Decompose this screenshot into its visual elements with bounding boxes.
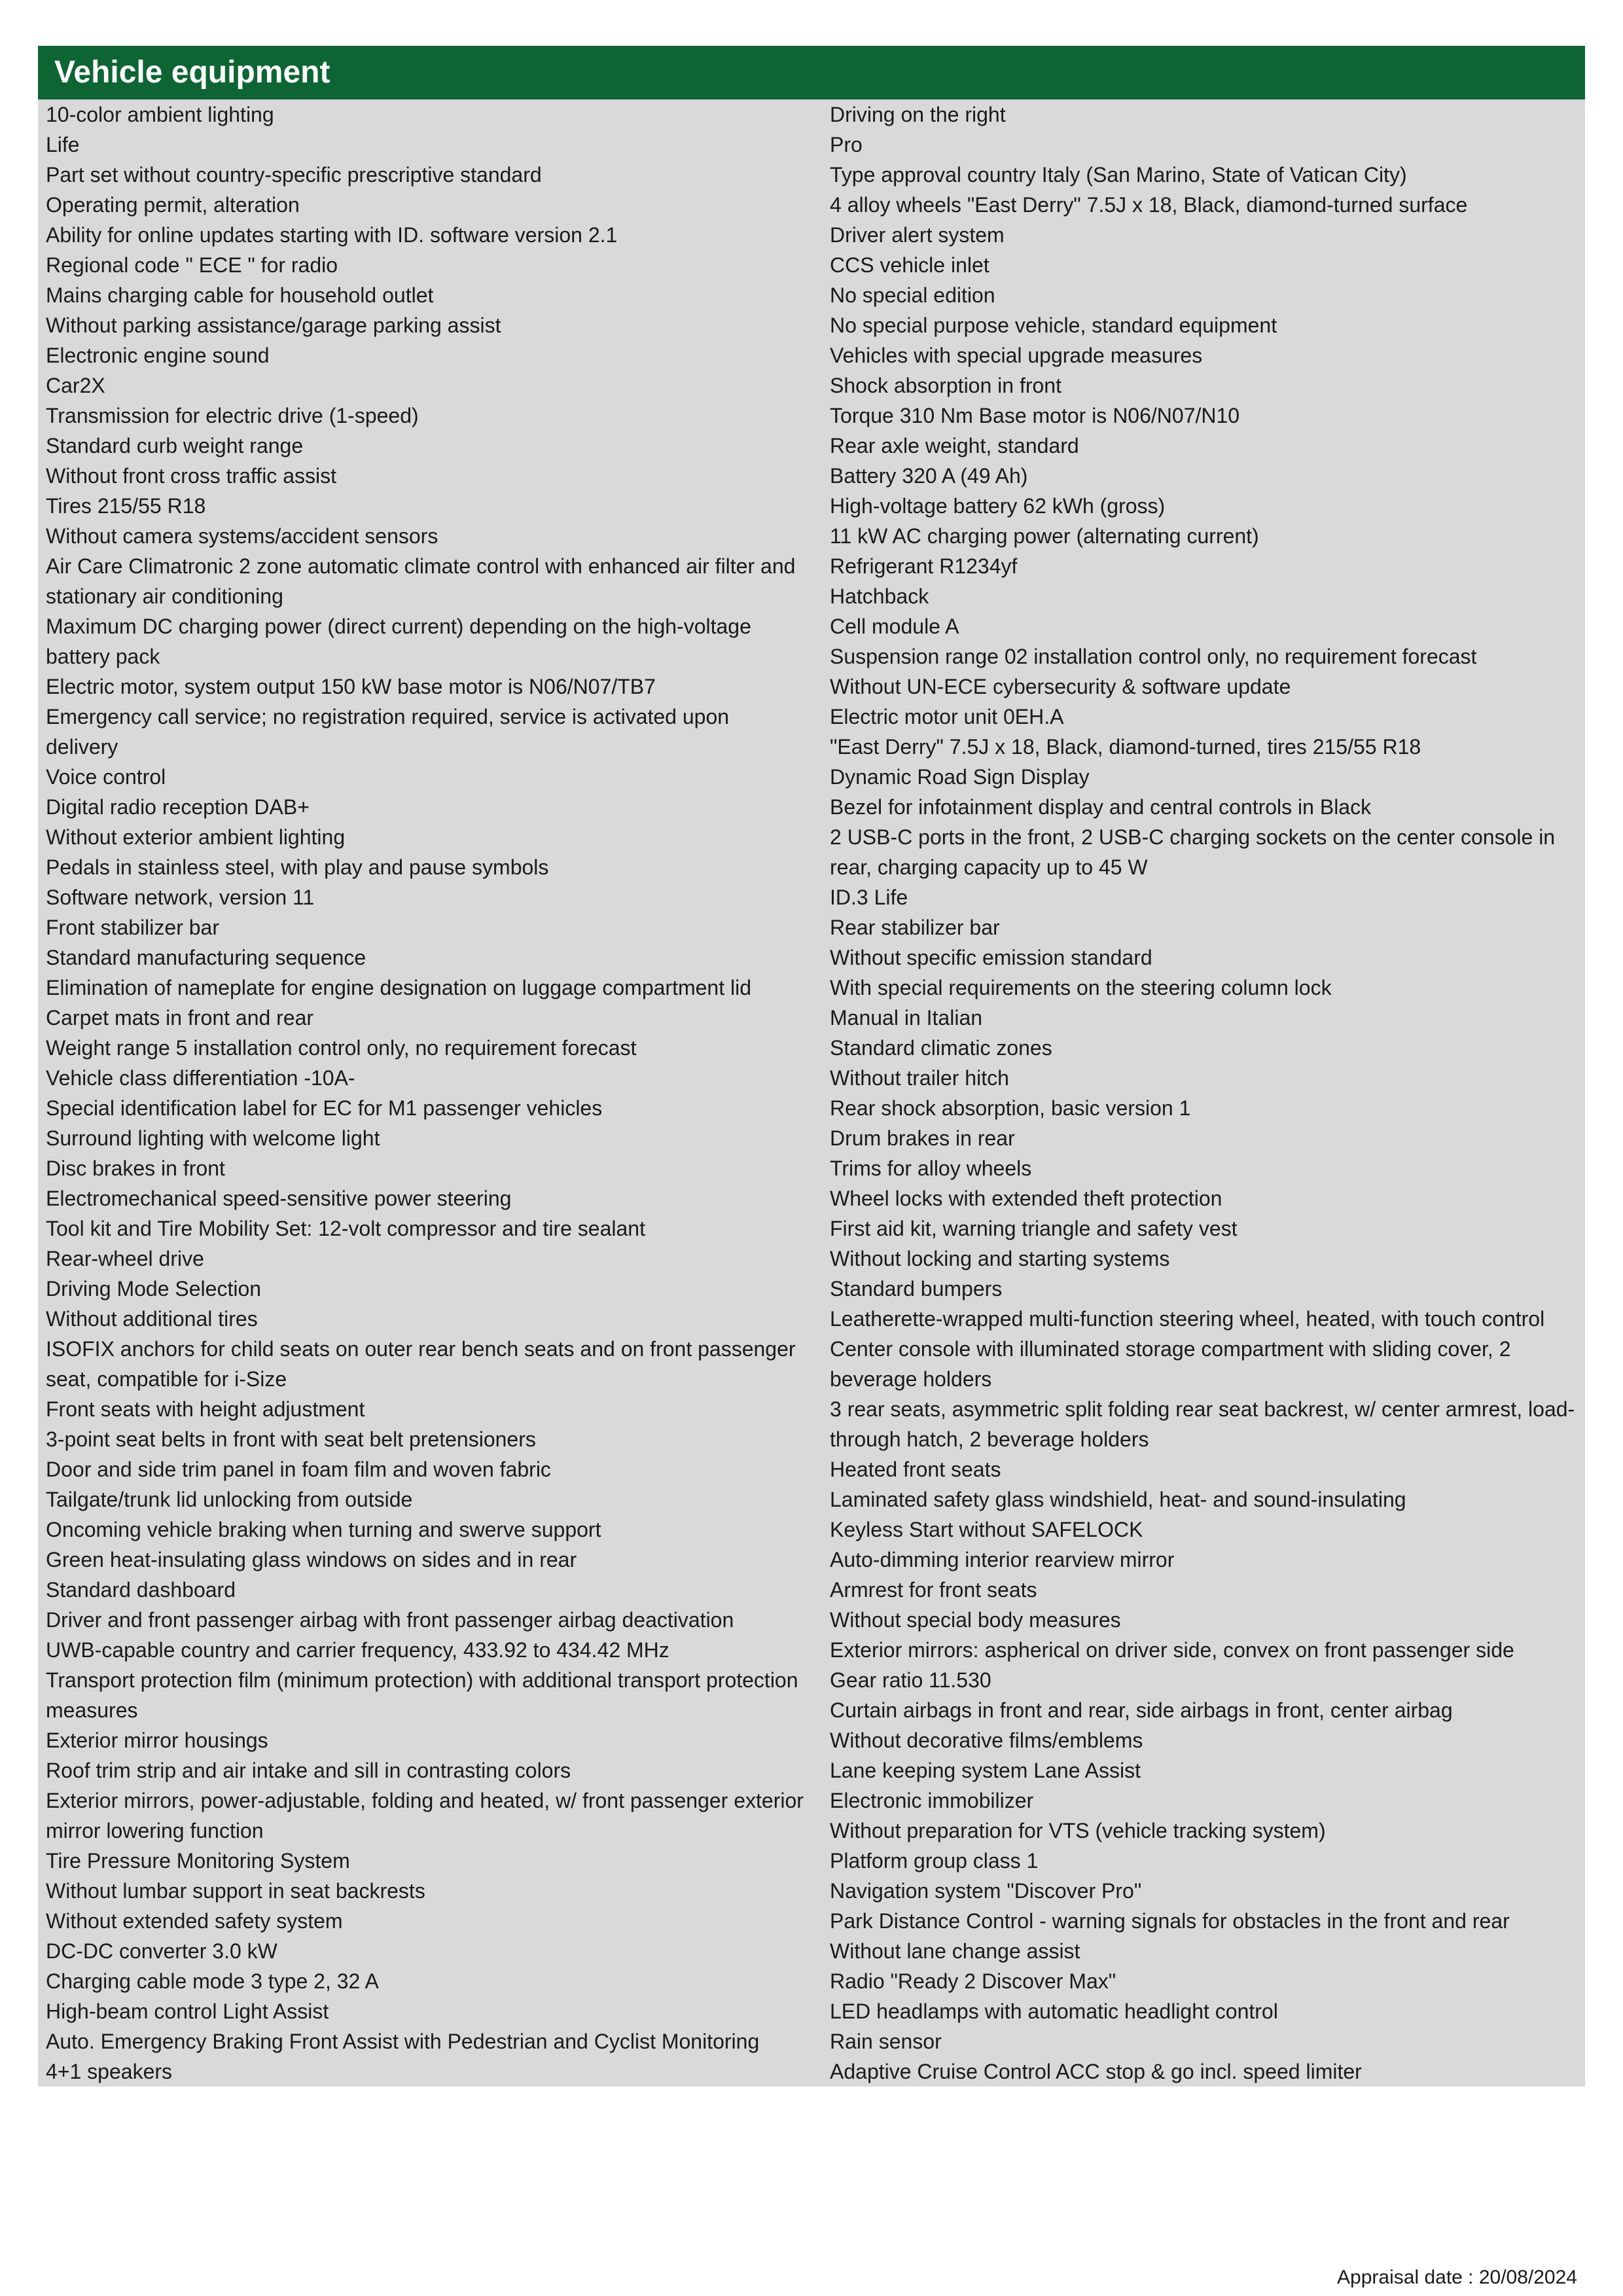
equipment-item: 4+1 speakers — [46, 2060, 173, 2083]
equipment-item: Keyless Start without SAFELOCK — [830, 1518, 1143, 1541]
equipment-item: Vehicles with special upgrade measures — [830, 344, 1203, 367]
equipment-item: Without exterior ambient lighting — [46, 825, 346, 849]
equipment-item: Without preparation for VTS (vehicle tracking system) — [830, 1819, 1326, 1842]
equipment-item: Without specific emission standard — [830, 946, 1152, 969]
equipment-item: Without lane change assist — [830, 1939, 1080, 1963]
equipment-item: Without decorative films/emblems — [830, 1729, 1143, 1752]
equipment-item: Without additional tires — [46, 1307, 258, 1331]
equipment-item: Standard bumpers — [830, 1277, 1003, 1300]
equipment-item: Driver and front passenger airbag with front passenger airbag deactivation — [46, 1608, 734, 1632]
equipment-item: Mains charging cable for household outlet — [46, 283, 434, 307]
equipment-item: Cell module A — [830, 615, 959, 638]
equipment-item: Rear stabilizer bar — [830, 916, 1000, 939]
equipment-item: Standard climatic zones — [830, 1036, 1052, 1060]
equipment-item: Trims for alloy wheels — [830, 1157, 1032, 1180]
equipment-item: Auto-dimming interior rearview mirror — [830, 1548, 1175, 1571]
equipment-item: Drum brakes in rear — [830, 1126, 1015, 1150]
equipment-item: Oncoming vehicle braking when turning and swerve support — [46, 1518, 601, 1541]
equipment-item: Refrigerant R1234yf — [830, 554, 1018, 578]
equipment-item: Adaptive Cruise Control ACC stop & go incl. speed limiter — [830, 2060, 1362, 2083]
equipment-item: Without front cross traffic assist — [46, 464, 336, 488]
equipment-column-right — [811, 99, 1576, 2087]
equipment-item: Suspension range 02 installation control only, no requirement forecast — [830, 645, 1477, 668]
equipment-item: Without locking and starting systems — [830, 1247, 1170, 1270]
equipment-item: Rear shock absorption, basic version 1 — [830, 1096, 1191, 1120]
section-title: Vehicle equipment — [54, 55, 330, 90]
equipment-item: Elimination of nameplate for engine designation on luggage compartment lid — [46, 976, 752, 999]
equipment-item: ISOFIX anchors for child seats on outer rear bench seats and on front passenger seat, compatible for i-Size — [46, 1337, 796, 1391]
equipment-item: Without trailer hitch — [830, 1066, 1009, 1090]
equipment-item: Driving on the right — [830, 103, 1006, 126]
equipment-item: Special identification label for EC for M1 passenger vehicles — [46, 1096, 603, 1120]
equipment-item: Carpet mats in front and rear — [46, 1006, 314, 1030]
equipment-item: Disc brakes in front — [46, 1157, 225, 1180]
equipment-item: Electromechanical speed-sensitive power steering — [46, 1187, 512, 1210]
equipment-item: Electric motor, system output 150 kW base motor is N06/N07/TB7 — [46, 675, 656, 698]
equipment-item: Driving Mode Selection — [46, 1277, 262, 1300]
equipment-item: Shock absorption in front — [830, 374, 1061, 397]
equipment-item: Without UN-ECE cybersecurity & software update — [830, 675, 1291, 698]
section-header — [38, 46, 1585, 99]
equipment-item: No special purpose vehicle, standard equipment — [830, 314, 1277, 337]
equipment-item: No special edition — [830, 283, 995, 307]
equipment-item: Tailgate/trunk lid unlocking from outside — [46, 1488, 413, 1511]
vehicle-equipment-section — [38, 46, 1585, 2087]
equipment-item: Armrest for front seats — [830, 1578, 1037, 1602]
equipment-item: Dynamic Road Sign Display — [830, 765, 1090, 789]
equipment-table — [38, 99, 1585, 2087]
equipment-item: First aid kit, warning triangle and safety vest — [830, 1217, 1238, 1240]
equipment-item: Curtain airbags in front and rear, side airbags in front, center airbag — [830, 1698, 1453, 1722]
equipment-item: Lane keeping system Lane Assist — [830, 1759, 1141, 1782]
equipment-column-left — [46, 99, 811, 2087]
equipment-item: Rear-wheel drive — [46, 1247, 204, 1270]
equipment-item: 10-color ambient lighting — [46, 103, 274, 126]
equipment-item: Driver alert system — [830, 223, 1005, 247]
equipment-item: Operating permit, alteration — [46, 193, 300, 217]
equipment-item: Weight range 5 installation control only, no requirement forecast — [46, 1036, 637, 1060]
equipment-item: 3-point seat belts in front with seat belt pretensioners — [46, 1427, 536, 1451]
equipment-item: 4 alloy wheels "East Derry" 7.5J x 18, Black, diamond-turned surface — [830, 193, 1468, 217]
equipment-item: Hatchback — [830, 584, 929, 608]
equipment-item: Auto. Emergency Braking Front Assist with Pedestrian and Cyclist Monitoring — [46, 2030, 760, 2053]
equipment-item: Rain sensor — [830, 2030, 942, 2053]
equipment-item: Standard manufacturing sequence — [46, 946, 366, 969]
equipment-item: LED headlamps with automatic headlight control — [830, 2000, 1278, 2023]
equipment-item: Rear axle weight, standard — [830, 434, 1079, 457]
equipment-item: Electric motor unit 0EH.A — [830, 705, 1064, 728]
equipment-item: CCS vehicle inlet — [830, 253, 990, 277]
equipment-item: Voice control — [46, 765, 166, 789]
equipment-item: With special requirements on the steering column lock — [830, 976, 1332, 999]
equipment-item: Air Care Climatronic 2 zone automatic climate control with enhanced air filter and stationary air conditioning — [46, 554, 796, 608]
appraisal-date: Appraisal date : 20/08/2024 — [1337, 2267, 1577, 2288]
equipment-item: Exterior mirror housings — [46, 1729, 268, 1752]
equipment-item: Without camera systems/accident sensors — [46, 524, 438, 548]
equipment-item: Tire Pressure Monitoring System — [46, 1849, 350, 1873]
equipment-item: Regional code " ECE " for radio — [46, 253, 338, 277]
equipment-item: Exterior mirrors, power-adjustable, folding and heated, w/ front passenger exterior mirror lowering function — [46, 1789, 804, 1842]
equipment-item: Transmission for electric drive (1-speed) — [46, 404, 419, 427]
equipment-item: Car2X — [46, 374, 105, 397]
equipment-item: UWB-capable country and carrier frequency, 433.92 to 434.42 MHz — [46, 1638, 669, 1662]
equipment-item: Type approval country Italy (San Marino, State of Vatican City) — [830, 163, 1407, 187]
equipment-item: High-beam control Light Assist — [46, 2000, 329, 2023]
equipment-item: DC-DC converter 3.0 kW — [46, 1939, 277, 1963]
equipment-item: Laminated safety glass windshield, heat- and sound-insulating — [830, 1488, 1406, 1511]
equipment-item: Ability for online updates starting with ID. software version 2.1 — [46, 223, 618, 247]
equipment-item: Tires 215/55 R18 — [46, 494, 206, 518]
equipment-item: Leatherette-wrapped multi-function steering wheel, heated, with touch control — [830, 1307, 1545, 1331]
equipment-item: Pro — [830, 133, 863, 156]
equipment-item: Battery 320 A (49 Ah) — [830, 464, 1028, 488]
equipment-item: Gear ratio 11.530 — [830, 1668, 991, 1692]
equipment-item: Center console with illuminated storage compartment with sliding cover, 2 beverage holders — [830, 1337, 1511, 1391]
equipment-item: 3 rear seats, asymmetric split folding rear seat backrest, w/ center armrest, load-through hatch, 2 beverage holders — [830, 1397, 1575, 1451]
equipment-item: Tool kit and Tire Mobility Set: 12-volt compressor and tire sealant — [46, 1217, 645, 1240]
equipment-item: Electronic engine sound — [46, 344, 270, 367]
equipment-item: Pedals in stainless steel, with play and pause symbols — [46, 855, 549, 879]
equipment-item: Charging cable mode 3 type 2, 32 A — [46, 1969, 379, 1993]
equipment-item: Park Distance Control - warning signals for obstacles in the front and rear — [830, 1909, 1510, 1933]
equipment-item: Heated front seats — [830, 1458, 1001, 1481]
equipment-item: Exterior mirrors: aspherical on driver side, convex on front passenger side — [830, 1638, 1514, 1662]
equipment-item: Navigation system "Discover Pro" — [830, 1879, 1142, 1903]
equipment-item: "East Derry" 7.5J x 18, Black, diamond-turned, tires 215/55 R18 — [830, 735, 1421, 759]
equipment-item: Manual in Italian — [830, 1006, 983, 1030]
equipment-item: Torque 310 Nm Base motor is N06/N07/N10 — [830, 404, 1240, 427]
equipment-item: Standard dashboard — [46, 1578, 236, 1602]
equipment-item: Without extended safety system — [46, 1909, 343, 1933]
equipment-item: 11 kW AC charging power (alternating current) — [830, 524, 1259, 548]
equipment-item: Digital radio reception DAB+ — [46, 795, 310, 819]
equipment-item: Vehicle class differentiation -10A- — [46, 1066, 355, 1090]
equipment-item: High-voltage battery 62 kWh (gross) — [830, 494, 1166, 518]
equipment-item: Software network, version 11 — [46, 886, 315, 909]
equipment-item: Without lumbar support in seat backrests — [46, 1879, 425, 1903]
equipment-item: Part set without country-specific prescriptive standard — [46, 163, 542, 187]
equipment-item: Front stabilizer bar — [46, 916, 219, 939]
equipment-item: Without parking assistance/garage parking assist — [46, 314, 501, 337]
equipment-item: Door and side trim panel in foam film and woven fabric — [46, 1458, 551, 1481]
equipment-item: Transport protection film (minimum protection) with additional transport protection measures — [46, 1668, 798, 1722]
equipment-item: Platform group class 1 — [830, 1849, 1039, 1873]
equipment-item: 2 USB-C ports in the front, 2 USB-C charging sockets on the center console in rear, charging capacity up to 45 W — [830, 825, 1556, 879]
equipment-item: Front seats with height adjustment — [46, 1397, 365, 1421]
equipment-item: Standard curb weight range — [46, 434, 304, 457]
equipment-item: Wheel locks with extended theft protection — [830, 1187, 1222, 1210]
equipment-item: Without special body measures — [830, 1608, 1121, 1632]
equipment-item: Radio "Ready 2 Discover Max" — [830, 1969, 1116, 1993]
equipment-item: Electronic immobilizer — [830, 1789, 1034, 1812]
equipment-item: ID.3 Life — [830, 886, 908, 909]
equipment-item: Surround lighting with welcome light — [46, 1126, 380, 1150]
equipment-item: Emergency call service; no registration required, service is activated upon delivery — [46, 705, 730, 759]
equipment-item: Life — [46, 133, 80, 156]
equipment-item: Roof trim strip and air intake and sill in contrasting colors — [46, 1759, 571, 1782]
equipment-item: Green heat-insulating glass windows on sides and in rear — [46, 1548, 577, 1571]
equipment-item: Bezel for infotainment display and central controls in Black — [830, 795, 1372, 819]
equipment-item: Maximum DC charging power (direct current) depending on the high-voltage battery pack — [46, 615, 751, 668]
